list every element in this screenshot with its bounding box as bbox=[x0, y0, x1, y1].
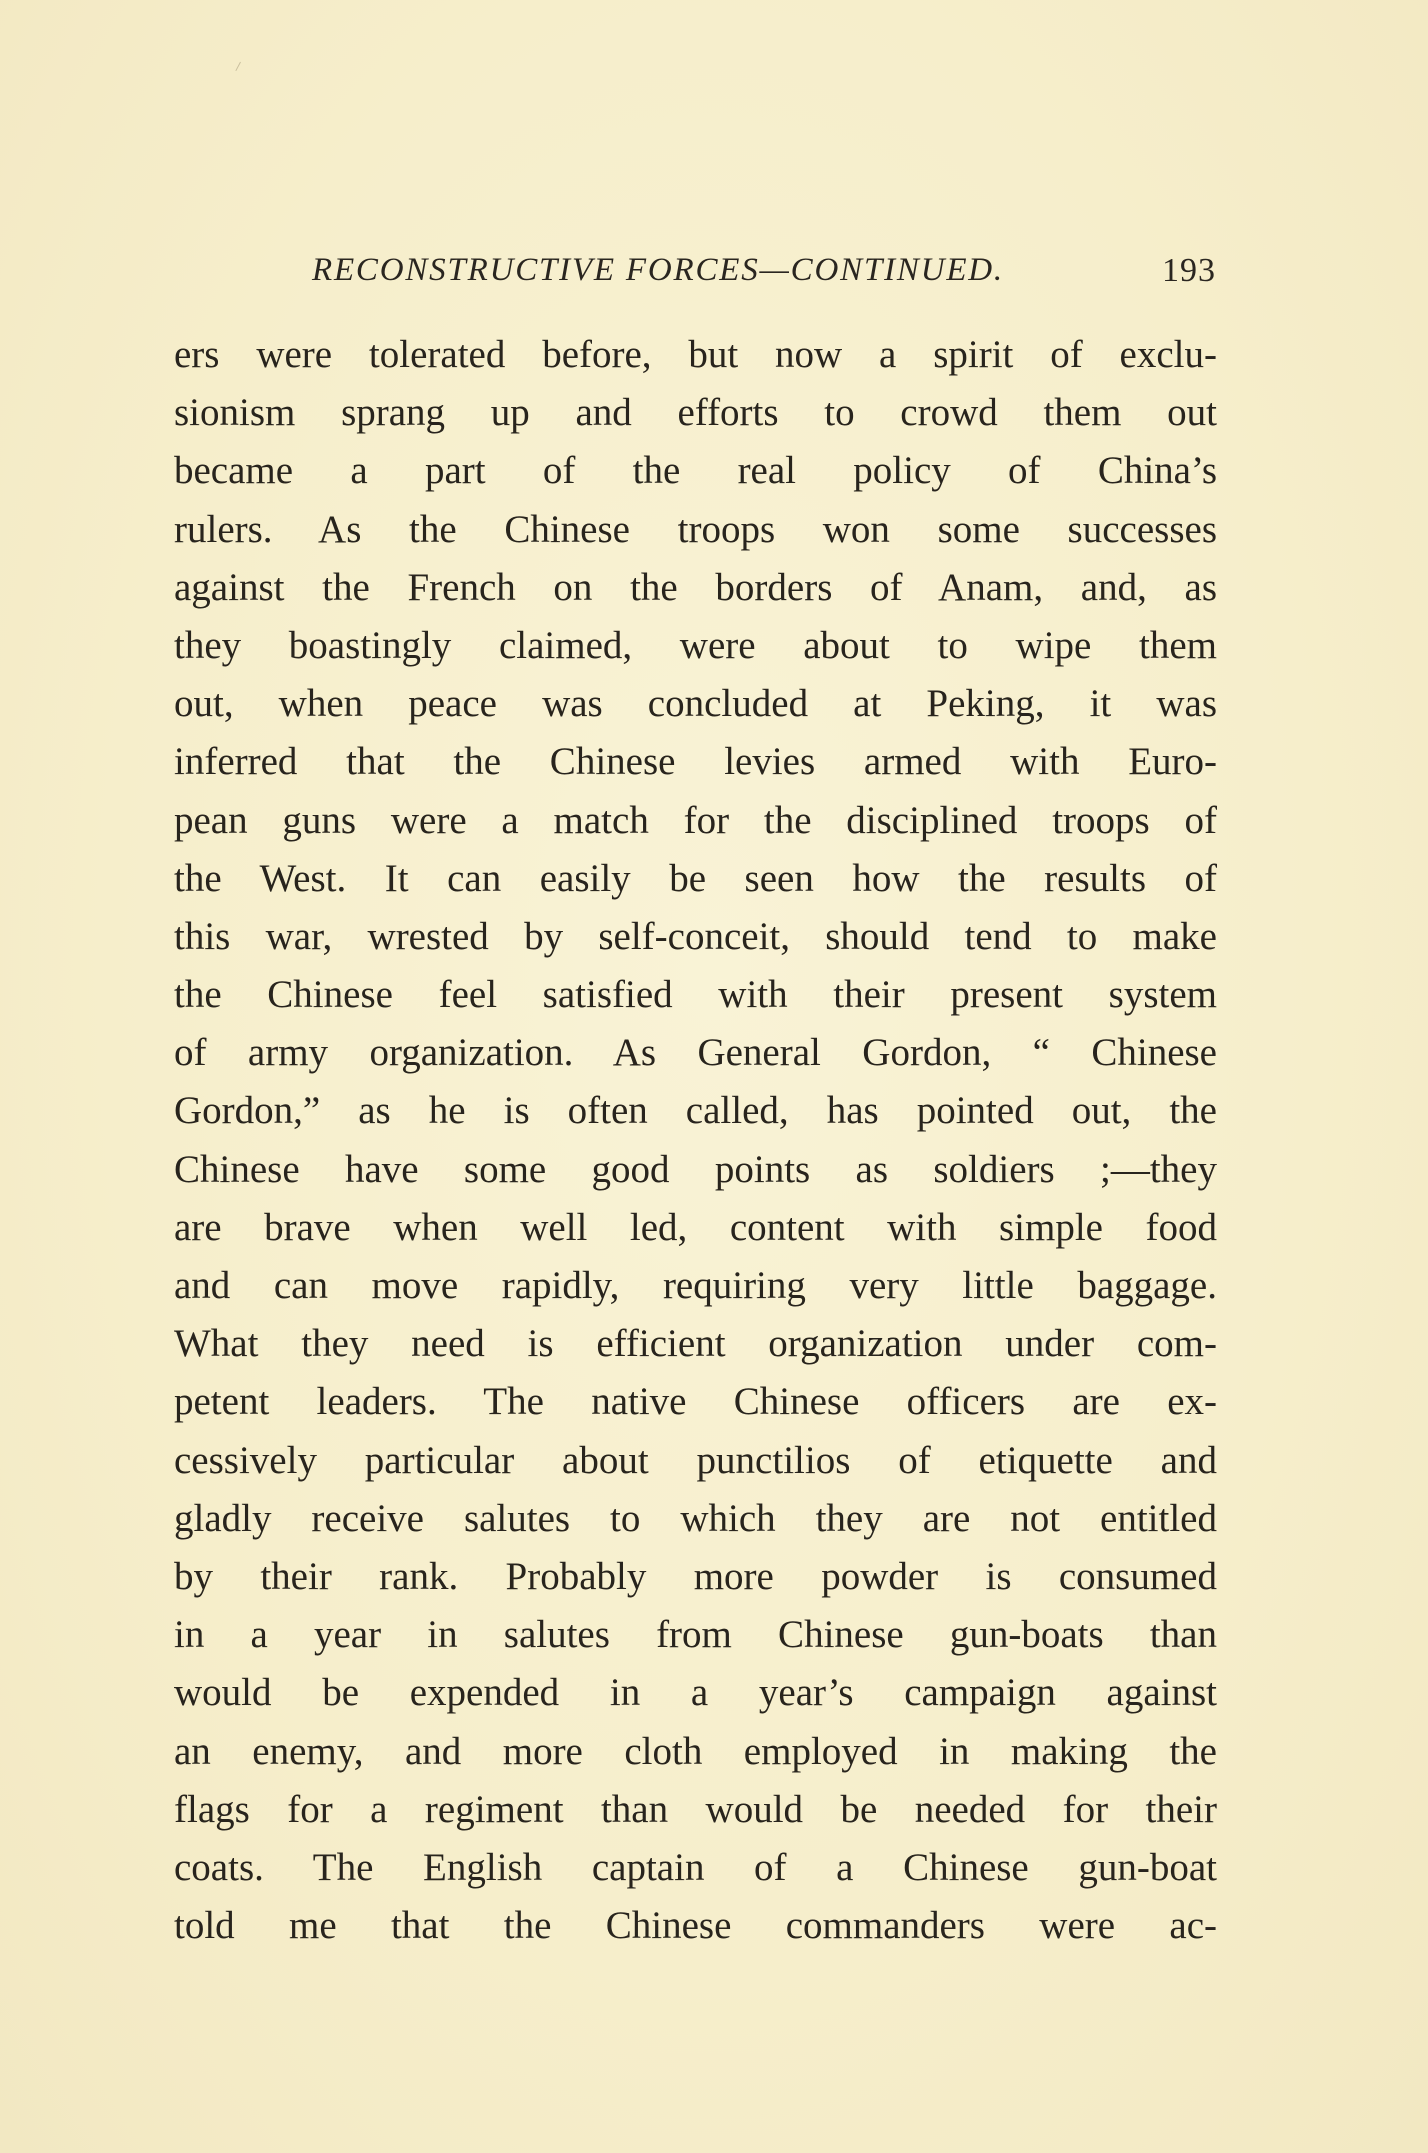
text-line: rulers. As the Chinese troops won some successes bbox=[174, 507, 1217, 551]
text-line: an enemy, and more cloth employed in making the bbox=[174, 1729, 1217, 1773]
text-line: cessively particular about punctilios of etiquette and bbox=[174, 1438, 1217, 1482]
text-line: by their rank. Probably more powder is consumed bbox=[174, 1554, 1217, 1598]
text-line: this war, wrested by self-conceit, should tend to make bbox=[174, 914, 1217, 958]
text-line: they boastingly claimed, were about to wipe them bbox=[174, 623, 1217, 667]
text-line: became a part of the real policy of China’s bbox=[174, 449, 1217, 493]
text-line: in a year in salutes from Chinese gun-boats than bbox=[174, 1613, 1217, 1657]
text-line: coats. The English captain of a Chinese gun-boat bbox=[174, 1845, 1217, 1889]
text-line: Chinese have some good points as soldiers ;—they bbox=[174, 1147, 1217, 1191]
text-line: Gordon,” as he is often called, has pointed out, the bbox=[174, 1089, 1217, 1133]
running-title: RECONSTRUCTIVE FORCES—CONTINUED. bbox=[312, 252, 1004, 288]
text-line: the Chinese feel satisfied with their present system bbox=[174, 973, 1217, 1017]
page-header bbox=[312, 252, 1216, 302]
text-line: the West. It can easily be seen how the results of bbox=[174, 856, 1217, 900]
text-line: flags for a regiment than would be needed for their bbox=[174, 1787, 1217, 1831]
text-line: ers were tolerated before, but now a spirit of exclu- bbox=[174, 333, 1217, 376]
text-line: inferred that the Chinese levies armed with Euro- bbox=[174, 740, 1217, 784]
text-line: sionism sprang up and efforts to crowd them out bbox=[174, 391, 1217, 435]
text-line: gladly receive salutes to which they are not entitled bbox=[174, 1496, 1217, 1540]
text-line: of army organization. As General Gordon, “ Chinese bbox=[174, 1031, 1217, 1075]
body-text bbox=[174, 326, 1217, 1955]
page-number: 193 bbox=[1162, 252, 1216, 289]
pencil-mark bbox=[230, 59, 241, 71]
text-line: are brave when well led, content with simple food bbox=[174, 1205, 1217, 1249]
text-line: told me that the Chinese commanders were ac- bbox=[174, 1904, 1217, 1948]
text-line: out, when peace was concluded at Peking, it was bbox=[174, 682, 1217, 726]
text-line: petent leaders. The native Chinese officers are ex- bbox=[174, 1380, 1217, 1424]
text-line: and can move rapidly, requiring very little baggage. bbox=[174, 1264, 1217, 1307]
text-line: What they need is efficient organization under com- bbox=[174, 1322, 1217, 1366]
text-line: against the French on the borders of Anam, and, as bbox=[174, 565, 1217, 609]
text-line: would be expended in a year’s campaign against bbox=[174, 1671, 1217, 1715]
text-line: pean guns were a match for the disciplined troops of bbox=[174, 798, 1217, 842]
